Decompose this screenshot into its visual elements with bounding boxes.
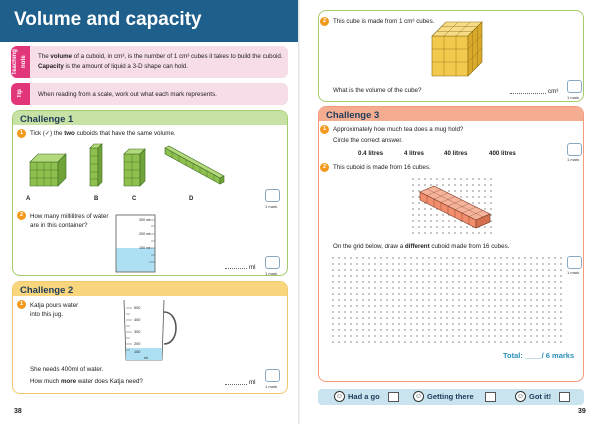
cube-q-text: This cube is made from 1 cm³ cubes.: [333, 18, 435, 25]
total-marks: Total: ____/ 6 marks: [503, 351, 575, 360]
option-b: B: [94, 196, 99, 202]
teaching-note-tab: [11, 46, 30, 78]
c1-q2-answer-line[interactable]: [225, 268, 247, 269]
c2-q1-question: [30, 378, 143, 385]
smiley-icon: ☺: [414, 393, 423, 400]
getting-there-label: Getting there: [427, 392, 474, 401]
option-0-4-litres[interactable]: 0.4 litres: [358, 150, 384, 157]
note-text-bold: volume: [50, 53, 73, 60]
c3-q1-answer-box[interactable]: [567, 143, 582, 156]
cube-answer-box[interactable]: [567, 80, 582, 93]
note-text-part: The: [38, 53, 51, 60]
q-text-part: water does Katja need?: [76, 378, 143, 385]
challenge2-title: Challenge 2: [13, 282, 287, 296]
question-number: 1: [17, 300, 26, 309]
option-400-litres[interactable]: 400 litres: [489, 150, 516, 157]
q-text-part: On the grid below, draw a: [333, 243, 405, 250]
q-text-part: are in this container?: [30, 222, 88, 229]
c3-q2-answer-box[interactable]: [567, 256, 582, 269]
c2-q1-need: She needs 400ml of water.: [30, 366, 104, 373]
smiley-icon: ☺: [335, 393, 344, 400]
c3-q1-instruction: Circle the correct answer.: [333, 137, 403, 144]
teaching-note-label: Teaching note: [12, 49, 27, 75]
mark-label: 1 mark: [567, 270, 580, 275]
mark-label: 1 mark: [567, 95, 580, 100]
q-text-bold: more: [60, 378, 77, 385]
cuboid-d: [165, 146, 224, 184]
c3-q2-instruction: [333, 243, 509, 250]
cube-volume-question: What is the volume of the cube?: [333, 87, 422, 94]
q-text-bold: different: [404, 243, 430, 250]
c3-q1-text: Approximately how much tea does a mug hold?: [333, 126, 464, 133]
jug-scale-500: 500: [134, 306, 141, 310]
cuboid-options-graphic: [20, 140, 250, 195]
measuring-container: [115, 212, 160, 274]
note-text-part: is the amount of liquid a 3-D shape can hold.: [63, 63, 188, 70]
drawing-dot-grid[interactable]: [330, 255, 562, 343]
c2-answer-box[interactable]: [265, 369, 280, 382]
jug-scale-300: 300: [134, 330, 141, 334]
had-a-go-checkbox[interactable]: [388, 392, 399, 402]
tip-label: Tip: [17, 89, 23, 99]
q-text-bold: two: [64, 130, 75, 137]
c1-q1-answer-box[interactable]: [265, 189, 280, 202]
q-text-part: How much: [30, 378, 61, 385]
note-text-part: of a cuboid, in cm³, is the number of 1 cm³ cubes it takes to build the cuboid.: [72, 53, 283, 60]
salmon-cuboid-graphic: [418, 180, 494, 230]
getting-there-checkbox[interactable]: [485, 392, 496, 402]
unit-cm3: cm³: [548, 88, 559, 95]
option-a: A: [26, 196, 31, 202]
c1-q2-text: [30, 212, 108, 230]
jug-scale-100: 100: [134, 350, 141, 354]
page-number-left: 38: [14, 408, 22, 415]
option-c: C: [132, 196, 137, 202]
scale-200: 200 ml: [139, 232, 150, 236]
cuboid-a: [30, 154, 66, 186]
tip-text: When reading from a scale, work out what each mark represents.: [38, 91, 217, 98]
challenge1-title: Challenge 1: [13, 111, 287, 125]
q-text-part: How many millilitres of water: [30, 213, 109, 220]
scale-100: 100 ml: [139, 246, 150, 250]
scale-300: 300 ml: [139, 218, 150, 222]
yellow-cube-graphic: [428, 18, 488, 80]
unit-ml: ml: [249, 264, 256, 271]
option-40-litres[interactable]: 40 litres: [444, 150, 468, 157]
cuboid-b: [90, 144, 102, 186]
c1-q1-text: [30, 130, 176, 137]
cube-answer-line[interactable]: [510, 93, 546, 94]
page-title: Volume and capacity: [14, 9, 202, 30]
mark-label: 1 mark: [265, 204, 278, 209]
smiley-icon: ☺: [516, 393, 525, 400]
q-text-part: Katja pours water: [30, 302, 79, 309]
question-number: 2: [320, 163, 329, 172]
measuring-jug: [120, 298, 184, 364]
mark-label: 1 mark: [265, 271, 278, 276]
challenge3-title: Challenge 3: [319, 107, 583, 121]
q-text-part: into this jug.: [30, 311, 64, 318]
note-text-bold: Capacity: [38, 63, 64, 70]
unit-ml: ml: [249, 379, 256, 386]
question-number: 1: [17, 129, 26, 138]
tip-tab: [11, 83, 30, 105]
had-a-go-label: Had a go: [348, 392, 380, 401]
cuboid-c: [124, 149, 145, 186]
q-text-part: Tick (✓) the: [30, 130, 65, 137]
question-number: 2: [17, 211, 26, 220]
c1-q2-answer-box[interactable]: [265, 256, 280, 269]
got-it-checkbox[interactable]: [559, 392, 570, 402]
question-number: 1: [320, 125, 329, 134]
question-number: 2: [320, 17, 329, 26]
q-text-part: cuboid made from 16 cubes.: [429, 243, 510, 250]
q-text-part: cuboids that have the same volume.: [74, 130, 176, 137]
teaching-note-text: [38, 52, 283, 72]
c2-q1-intro: [30, 301, 78, 319]
c3-q2-text: This cuboid is made from 16 cubes.: [333, 164, 431, 171]
jug-scale-400: 400: [134, 318, 141, 322]
option-4-litres[interactable]: 4 litres: [404, 150, 424, 157]
mark-label: 1 mark: [567, 157, 580, 162]
page-number-right: 39: [578, 408, 586, 415]
c2-answer-line[interactable]: [225, 384, 247, 385]
mark-label: 1 mark: [265, 384, 278, 389]
option-d: D: [189, 196, 194, 202]
jug-scale-200: 200: [134, 342, 141, 346]
got-it-label: Got it!: [529, 392, 552, 401]
jug-unit: ml: [144, 356, 148, 360]
